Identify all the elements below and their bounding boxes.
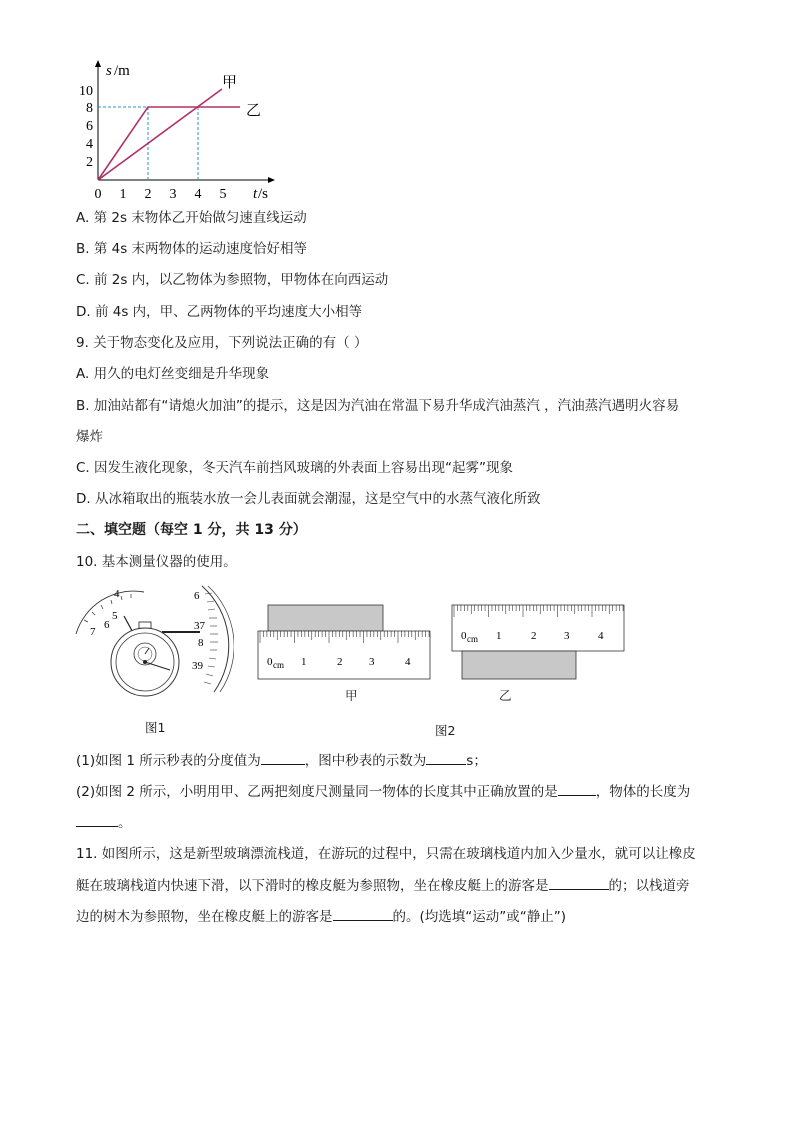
s-t-graph — [70, 55, 290, 205]
q9-option-b-line1: B. 加油站都有“请熄火加油”的提示，这是因为汽油在常温下易升华成汽油蒸汽 ，汽油蒸汽遇明火容易 — [76, 398, 680, 414]
q9-option-b-line2: 爆炸 — [76, 429, 103, 445]
big-dial-8: 8 — [198, 637, 204, 649]
q10-sub2-text-b: ，物体的长度为 — [595, 784, 691, 800]
q8-option-c: C. 前 2s 内，以乙物体为参照物，甲物体在向西运动 — [76, 272, 389, 288]
ruler-jia — [258, 631, 430, 679]
small-dial-4: 4 — [114, 588, 120, 600]
ruler-jia-tick-4: 4 — [405, 656, 411, 668]
ruler-yi-label: 乙 — [499, 688, 512, 703]
x-tick-2: 2 — [144, 187, 152, 202]
q9-option-a: A. 用久的电灯丝变细是升华现象 — [76, 366, 270, 382]
q10-sub1-blank-1[interactable] — [261, 750, 305, 765]
small-dial-6: 6 — [104, 619, 110, 631]
ruler-yi-tick-0: 0 — [461, 630, 467, 642]
q11-blank-2[interactable] — [333, 906, 393, 921]
q10-sub2-text-c: 。 — [118, 815, 132, 831]
q10-sub1-text-c: s； — [466, 753, 487, 769]
figure-2-rulers — [256, 602, 628, 682]
ruler-jia-tick-0: 0 — [267, 656, 273, 668]
big-dial-6: 6 — [194, 590, 200, 602]
q11-line3-text-a: 边的树木为参照物，坐在橡皮艇上的游客是 — [76, 909, 333, 925]
y-tick-6: 6 — [86, 119, 93, 134]
series-yi-label: 乙 — [246, 103, 262, 119]
ruler-jia-unit: cm — [273, 660, 284, 670]
section-2-title: 二、填空题（每空 1 分，共 13 分） — [76, 522, 307, 538]
y-tick-4: 4 — [86, 137, 93, 152]
q10-sub1-blank-2[interactable] — [426, 750, 466, 765]
q9-stem: 9. 关于物态变化及应用，下列说法正确的有（ ） — [76, 335, 368, 351]
small-dial-7: 7 — [90, 626, 96, 638]
q10-sub2 — [76, 781, 690, 802]
x-tick-0: 0 — [94, 187, 102, 202]
object-block-yi — [462, 651, 576, 679]
q9-option-d: D. 从冰箱取出的瓶装水放一会儿表面就会潮湿，这是空气中的水蒸气液化所致 — [76, 491, 541, 507]
x-tick-4: 4 — [194, 187, 202, 202]
ruler-jia-label: 甲 — [345, 688, 358, 703]
ruler-yi-tick-2: 2 — [531, 630, 537, 642]
ruler-jia-tick-3: 3 — [369, 656, 375, 668]
q10-stem: 10. 基本测量仪器的使用。 — [76, 554, 237, 570]
x-axis-label-t: t — [253, 186, 258, 202]
y-tick-10: 10 — [79, 84, 93, 99]
y-tick-8: 8 — [86, 101, 93, 116]
y-tick-2: 2 — [86, 155, 93, 170]
y-axis-label-s: s — [106, 63, 112, 79]
x-tick-3: 3 — [169, 187, 177, 202]
series-yi-line — [98, 107, 240, 180]
ruler-yi — [452, 605, 624, 651]
x-tick-5: 5 — [219, 187, 227, 202]
x-axis-arrow — [268, 177, 275, 183]
q10-sub2-text-a: (2)如图 2 所示，小明用甲、乙两把刻度尺测量同一物体的长度其中正确放置的是 — [76, 784, 558, 800]
q9-option-c: C. 因发生液化现象，冬天汽车前挡风玻璃的外表面上容易出现“起雾”现象 — [76, 460, 513, 476]
y-axis-arrow — [95, 60, 101, 67]
ruler-yi-tick-1: 1 — [496, 630, 502, 642]
q11-line2 — [76, 875, 690, 896]
small-dial-arc — [76, 591, 144, 634]
q10-sub1-text-a: (1)如图 1 所示秒表的分度值为 — [76, 753, 261, 769]
object-block-jia — [268, 605, 383, 631]
ruler-yi-tick-3: 3 — [564, 630, 570, 642]
big-dial-39: 39 — [192, 660, 203, 672]
ruler-jia-tick-1: 1 — [301, 656, 307, 668]
q8-option-b: B. 第 4s 末两物体的运动速度恰好相等 — [76, 241, 308, 257]
figure-2-caption: 图2 — [435, 723, 456, 738]
q11-line3 — [76, 906, 566, 927]
q11-line3-text-b: 的。(均选填“运动”或“静止”) — [392, 909, 567, 925]
q10-sub1-text-b: ，图中秒表的示数为 — [304, 753, 427, 769]
q11-line2-text-a: 艇在玻璃栈道内快速下滑，以下滑时的橡皮艇为参照物，坐在橡皮艇上的游客是 — [76, 878, 549, 894]
q8-option-a: A. 第 2s 末物体乙开始做匀速直线运动 — [76, 210, 307, 226]
q10-sub2-blank-2[interactable] — [76, 812, 118, 827]
small-dial-5: 5 — [112, 610, 118, 622]
series-jia-line — [98, 89, 222, 180]
ruler-yi-unit: cm — [467, 634, 478, 644]
ruler-yi-tick-4: 4 — [598, 630, 604, 642]
series-jia-label: 甲 — [222, 75, 238, 91]
q10-sub1 — [76, 750, 487, 771]
q10-sub2-line2 — [76, 812, 132, 833]
ruler-jia-tick-2: 2 — [337, 656, 343, 668]
figure-1-caption: 图1 — [145, 720, 166, 735]
q8-option-d: D. 前 4s 内，甲、乙两物体的平均速度大小相等 — [76, 304, 363, 320]
x-tick-1: 1 — [119, 187, 127, 202]
y-axis-label-unit: /m — [114, 63, 130, 79]
q11-blank-1[interactable] — [549, 875, 609, 890]
q11-line1: 11. 如图所示，这是新型玻璃漂流栈道，在游玩的过程中，只需在玻璃栈道内加入少量水，就可以让橡皮 — [76, 846, 696, 862]
figure-1-stopwatch — [74, 584, 234, 700]
big-dial-37: 37 — [194, 620, 205, 632]
big-dial-arc — [202, 586, 229, 692]
x-axis-label-unit: /s — [258, 186, 269, 202]
q10-sub2-blank-1[interactable] — [558, 781, 596, 796]
q11-line2-text-b: 的；以栈道旁 — [608, 878, 690, 894]
